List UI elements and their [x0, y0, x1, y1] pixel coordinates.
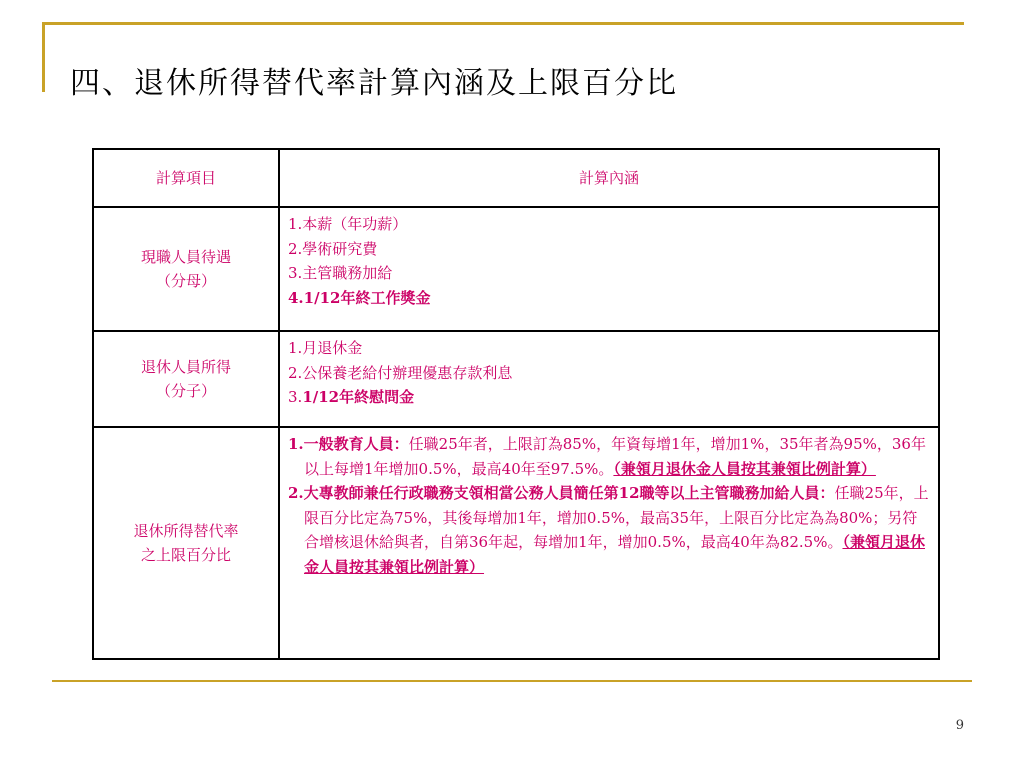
- header-item: 計算項目: [93, 149, 279, 207]
- row-label: 退休人員所得 （分子）: [93, 331, 279, 427]
- table-row: [93, 207, 939, 331]
- row-label: 現職人員待遇 （分母）: [93, 207, 279, 331]
- left-rule: [42, 22, 45, 92]
- row-label: 退休所得替代率 之上限百分比: [93, 427, 279, 659]
- top-rule: [42, 22, 964, 25]
- page-title: 四、退休所得替代率計算內涵及上限百分比: [70, 66, 678, 101]
- row-content: 1.月退休金 2.公保養老給付辦理優惠存款利息 3.1/12年終慰問金: [279, 331, 939, 427]
- page-number: 9: [955, 718, 964, 733]
- row-content: 1.本薪（年功薪） 2.學術研究費 3.主管職務加給 4.1/12年終工作獎金: [279, 207, 939, 331]
- header-content: 計算內涵: [279, 149, 939, 207]
- table-row: [93, 331, 939, 427]
- bottom-rule: [52, 680, 972, 682]
- table-row: [93, 427, 939, 659]
- row-content: 1.一般教育人員：任職25年者，上限訂為85%，年資每增1年，增加1%，35年者為95%，36年以上每增1年增加0.5%，最高40年至97.5%。（兼領月退休金人員按其兼領比例計算） 2.大專教師兼任行政職務支領相當公務人員簡任第12職等以上主管職務加給人員：任職25年，上限百分比定為75%，其後每增加1年，增加0.5%，最高35年，上限百分比定為為80%；另符合增核退休給與者，自第36年起，每增加1年，增加0.5%，最高40年為82.5%。（兼領月退休金人員按其兼領比例計算）: [279, 427, 939, 659]
- calculation-table: [92, 148, 940, 660]
- table-header-row: [93, 149, 939, 207]
